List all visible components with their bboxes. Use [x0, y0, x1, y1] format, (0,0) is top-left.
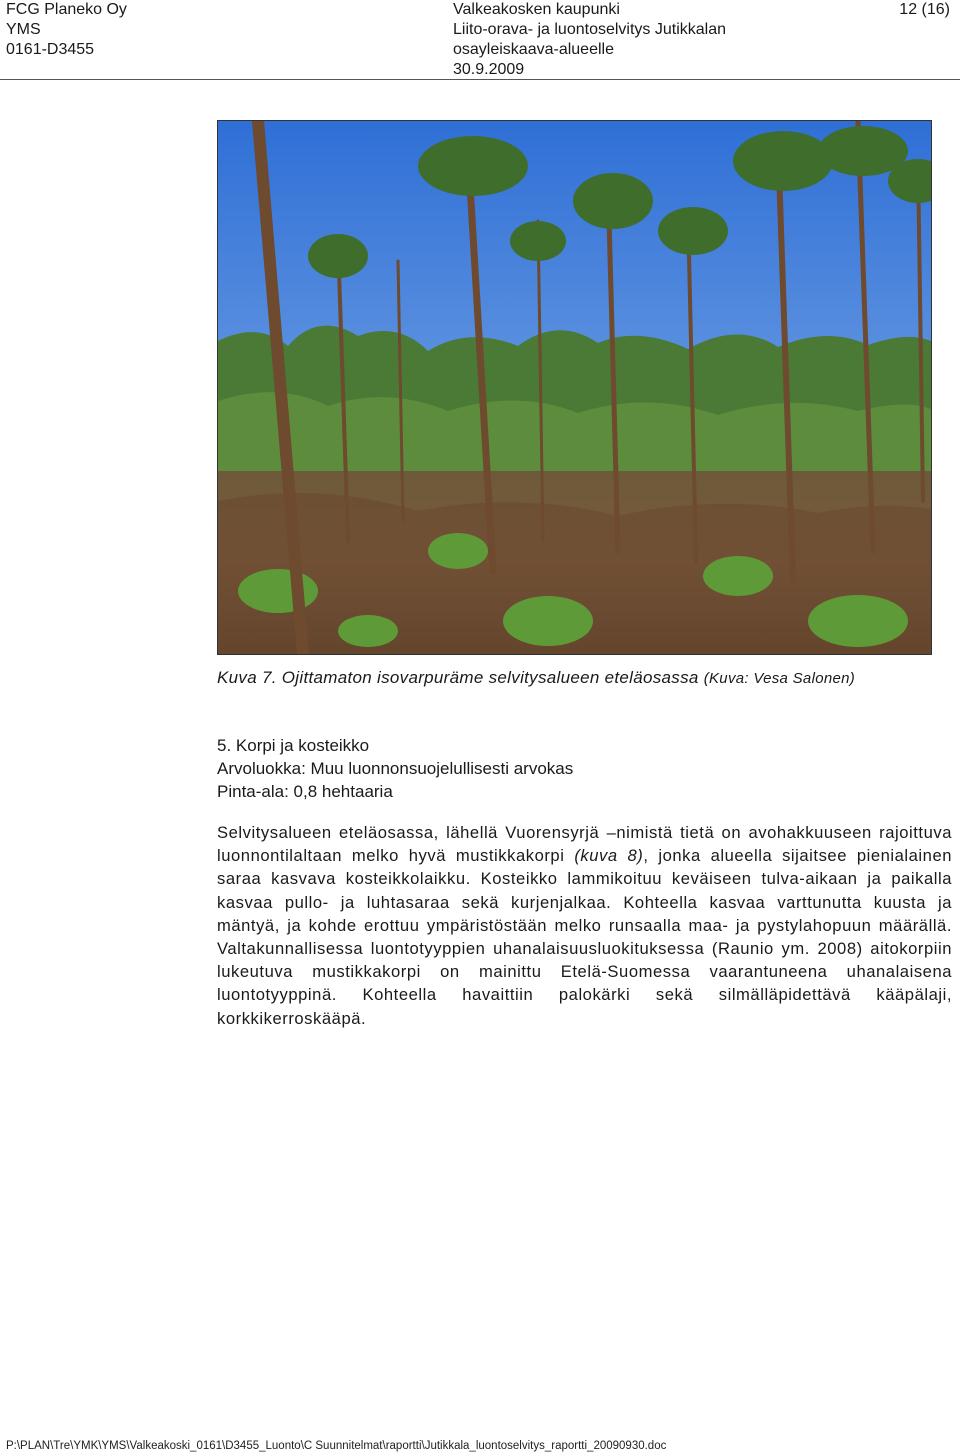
header-company: FCG Planeko Oy [6, 1, 127, 18]
forest-photo [217, 120, 932, 655]
section-heading: 5. Korpi ja kosteikko [217, 736, 370, 755]
footer-file-path: P:\PLAN\Tre\YMK\YMS\Valkeakoski_0161\D3455_Luonto\C Suunnitelmat\raportti\Jutikkala_luontoselvitys_raportti_20090930.doc [6, 1440, 667, 1452]
figure-credit: (Kuva: Vesa Salonen) [703, 670, 856, 687]
page-number: 12 (16) [899, 1, 950, 18]
header-date: 30.9.2009 [453, 61, 525, 78]
header-left [6, 0, 127, 60]
header-unit: YMS [6, 21, 41, 38]
header-client: Valkeakosken kaupunki [453, 1, 620, 18]
header-divider [0, 79, 960, 80]
figure-caption [217, 667, 952, 690]
figure-reference: (kuva 8) [574, 846, 644, 866]
section-value-class: Arvoluokka: Muu luonnonsuojelullisesti arvokas [217, 759, 574, 778]
figure-caption-text: Kuva 7. Ojittamaton isovarpuräme selvitysalueen eteläosassa [217, 668, 699, 687]
header-title-line2: osayleiskaava-alueelle [453, 41, 614, 58]
body-paragraph [217, 821, 952, 1030]
section-area: Pinta-ala: 0,8 hehtaaria [217, 782, 393, 801]
section-info [217, 734, 573, 803]
body-text-2: , jonka alueella sijaitsee pienialainen saraa kasvava kosteikkolaikku. Kosteikko lammikoituu keväiseen tulva-aikaan ja paikalla kasvaa pullo- ja luhtasaraa sekä kurjenjalkaa. Kohteella kasvaa varttunutta kuusta ja mäntyä, ja kohde erottuu ympäristöstään melko runsaalla maa- ja pystylahopuun määrällä. Valtakunnallisessa luontotyyppien uhanalaisuusluokituksessa (Raunio ym. 2008) aitokorpiin lukeutuva mustikkakorpi on mainittu Etelä-Suomessa vaarantuneena uhanalaisena luontotyyppinä. Kohteella havaittiin palokärki sekä silmälläpidettävä kääpälaji, korkkikerroskääpä. [217, 846, 952, 1028]
header-middle [453, 0, 726, 80]
forest-photo-illustration [218, 121, 931, 654]
header-title-line1: Liito-orava- ja luontoselvitys Jutikkalan [453, 21, 727, 38]
header-project-code: 0161-D3455 [6, 41, 95, 58]
body-text-1: Selvitysalueen eteläosassa, lähellä Vuorensyrjä –nimistä tietä on avohakkuuseen rajoittuva luonnontilaltaan melko hyvä mustikkakorpi [217, 823, 952, 866]
